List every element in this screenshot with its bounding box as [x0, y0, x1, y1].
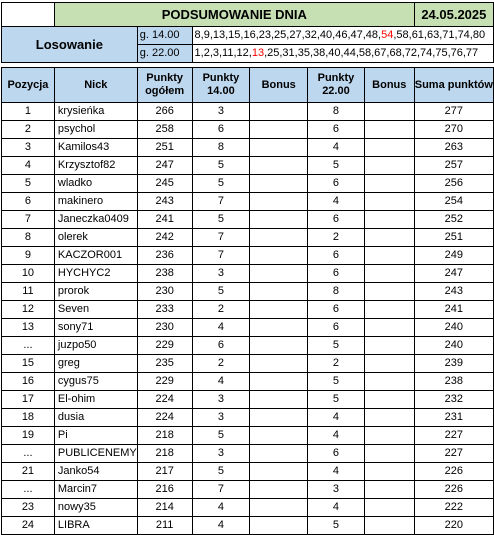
bonus-1-cell [250, 481, 308, 499]
points-22-cell: 5 [308, 337, 365, 355]
position-cell: 4 [2, 157, 55, 175]
points-22-cell: 8 [308, 283, 365, 301]
points-14-cell: 3 [192, 103, 250, 121]
report-date: 24.05.2025 [414, 3, 493, 27]
bonus-1-cell [250, 121, 308, 139]
points-14-cell: 3 [192, 409, 250, 427]
bonus-2-cell [364, 409, 414, 427]
position-cell: 23 [2, 499, 55, 517]
points-22-cell: 2 [308, 355, 365, 373]
bonus-2-cell [364, 445, 414, 463]
sum-cell: 222 [414, 499, 493, 517]
bonus-2-cell [364, 157, 414, 175]
position-cell: 17 [2, 391, 55, 409]
bonus-1-cell [250, 517, 308, 535]
bonus-2-cell [364, 391, 414, 409]
position-cell: 2 [2, 121, 55, 139]
sum-cell: 247 [414, 265, 493, 283]
bonus-2-cell [364, 265, 414, 283]
bonus-2-cell [364, 193, 414, 211]
bonus-2-cell [364, 139, 414, 157]
sum-cell: 251 [414, 229, 493, 247]
points-22-cell: 5 [308, 157, 365, 175]
bonus-1-cell [250, 283, 308, 301]
bonus-2-cell [364, 229, 414, 247]
points-22-cell: 4 [308, 427, 365, 445]
bonus-2-cell [364, 211, 414, 229]
position-cell: 3 [2, 139, 55, 157]
total-cell: 229 [137, 373, 192, 391]
total-cell: 243 [137, 193, 192, 211]
nick-cell: KACZOR001 [54, 247, 137, 265]
nick-cell: El-ohim [54, 391, 137, 409]
position-cell: 11 [2, 283, 55, 301]
position-cell: 7 [2, 211, 55, 229]
points-14-cell: 3 [192, 445, 250, 463]
points-14-cell: 5 [192, 427, 250, 445]
table-row [2, 265, 494, 283]
bonus-1-cell [250, 301, 308, 319]
sum-cell: 226 [414, 463, 493, 481]
points-14-cell: 7 [192, 247, 250, 265]
table-row [2, 139, 494, 157]
sum-cell: 220 [414, 517, 493, 535]
bonus-1-cell [250, 103, 308, 121]
nick-cell: prorok [54, 283, 137, 301]
points-14-cell: 7 [192, 229, 250, 247]
nick-cell: psychol [54, 121, 137, 139]
points-14-cell: 2 [192, 355, 250, 373]
points-22-cell: 3 [308, 481, 365, 499]
position-cell: 1 [2, 103, 55, 121]
bonus-2-cell [364, 355, 414, 373]
table-row [2, 427, 494, 445]
total-cell: 241 [137, 211, 192, 229]
total-cell: 251 [137, 139, 192, 157]
points-22-cell: 6 [308, 265, 365, 283]
bonus-2-cell [364, 427, 414, 445]
points-14-cell: 4 [192, 517, 250, 535]
bonus-2-cell [364, 337, 414, 355]
bonus-2-cell [364, 517, 414, 535]
nick-cell: olerek [54, 229, 137, 247]
draw-numbers-2: 1,2,3,11,12,13,25,31,35,38,40,44,58,67,68,72,74,75,76,77 [192, 45, 493, 63]
sum-cell: 238 [414, 373, 493, 391]
nick-cell: dusia [54, 409, 137, 427]
bonus-2-cell [364, 175, 414, 193]
sum-cell: 256 [414, 175, 493, 193]
points-14-cell: 3 [192, 391, 250, 409]
nick-cell: cygus75 [54, 373, 137, 391]
position-cell: 12 [2, 301, 55, 319]
sum-cell: 227 [414, 427, 493, 445]
points-22-cell: 6 [308, 211, 365, 229]
bonus-1-cell [250, 337, 308, 355]
points-22-cell: 2 [308, 229, 365, 247]
bonus-1-cell [250, 319, 308, 337]
points-22-cell: 4 [308, 193, 365, 211]
nick-cell: krysieńka [54, 103, 137, 121]
position-cell: ... [2, 481, 55, 499]
total-cell: 224 [137, 391, 192, 409]
points-14-cell: 5 [192, 211, 250, 229]
points-14-cell: 3 [192, 265, 250, 283]
page-title: PODSUMOWANIE DNIA [54, 3, 414, 27]
points-14-cell: 5 [192, 463, 250, 481]
header-total: Punkty ogółem [137, 68, 192, 103]
bonus-1-cell [250, 211, 308, 229]
points-14-cell: 5 [192, 157, 250, 175]
points-14-cell: 4 [192, 373, 250, 391]
position-cell: 13 [2, 319, 55, 337]
points-22-cell: 6 [308, 121, 365, 139]
points-22-cell: 6 [308, 319, 365, 337]
bonus-1-cell [250, 445, 308, 463]
bonus-2-cell [364, 247, 414, 265]
total-cell: 230 [137, 319, 192, 337]
table-row [2, 499, 494, 517]
points-22-cell: 4 [308, 463, 365, 481]
nick-cell: Kamilos43 [54, 139, 137, 157]
points-14-cell: 7 [192, 481, 250, 499]
bonus-2-cell [364, 463, 414, 481]
table-row [2, 517, 494, 535]
total-cell: 218 [137, 445, 192, 463]
points-22-cell: 6 [308, 301, 365, 319]
nick-cell: greg [54, 355, 137, 373]
total-cell: 211 [137, 517, 192, 535]
bonus-1-cell [250, 391, 308, 409]
bonus-1-cell [250, 157, 308, 175]
table-row [2, 463, 494, 481]
draw-label: Losowanie [2, 27, 138, 63]
bonus-2-cell [364, 103, 414, 121]
bonus-2-cell [364, 373, 414, 391]
header-points-22: Punkty 22.00 [308, 68, 365, 103]
points-22-cell: 6 [308, 175, 365, 193]
total-cell: 229 [137, 337, 192, 355]
total-cell: 258 [137, 121, 192, 139]
nick-cell: Janeczka0409 [54, 211, 137, 229]
bonus-2-cell [364, 499, 414, 517]
nick-cell: LIBRA [54, 517, 137, 535]
points-14-cell: 5 [192, 175, 250, 193]
sum-cell: 249 [414, 247, 493, 265]
position-cell: 8 [2, 229, 55, 247]
points-22-cell: 4 [308, 499, 365, 517]
table-row [2, 121, 494, 139]
bonus-2-cell [364, 481, 414, 499]
sum-cell: 277 [414, 103, 493, 121]
sum-cell: 227 [414, 445, 493, 463]
points-14-cell: 6 [192, 121, 250, 139]
nick-cell: Marcin7 [54, 481, 137, 499]
bonus-1-cell [250, 193, 308, 211]
bonus-1-cell [250, 409, 308, 427]
bonus-1-cell [250, 175, 308, 193]
total-cell: 238 [137, 265, 192, 283]
position-cell: 16 [2, 373, 55, 391]
total-cell: 235 [137, 355, 192, 373]
table-row [2, 229, 494, 247]
bonus-1-cell [250, 355, 308, 373]
points-22-cell: 5 [308, 391, 365, 409]
sum-cell: 239 [414, 355, 493, 373]
total-cell: 247 [137, 157, 192, 175]
sum-cell: 241 [414, 301, 493, 319]
total-cell: 245 [137, 175, 192, 193]
bonus-2-cell [364, 319, 414, 337]
header-nick: Nick [54, 68, 137, 103]
table-row [2, 193, 494, 211]
total-cell: 224 [137, 409, 192, 427]
sum-cell: 270 [414, 121, 493, 139]
nick-cell: PUBLICENEMY [54, 445, 137, 463]
sum-cell: 240 [414, 337, 493, 355]
total-cell: 236 [137, 247, 192, 265]
draw-numbers-1: 8,9,13,15,16,23,25,27,32,40,46,47,48,54,58,61,63,71,74,80 [192, 27, 493, 45]
sum-cell: 243 [414, 283, 493, 301]
nick-cell: sony71 [54, 319, 137, 337]
position-cell: 6 [2, 193, 55, 211]
bonus-1-cell [250, 265, 308, 283]
nick-cell: HYCHYC2 [54, 265, 137, 283]
position-cell: ... [2, 337, 55, 355]
nick-cell: Seven [54, 301, 137, 319]
position-cell: 5 [2, 175, 55, 193]
nick-cell: wladko [54, 175, 137, 193]
nick-cell: Janko54 [54, 463, 137, 481]
header-sum: Suma punktów [414, 68, 493, 103]
bonus-1-cell [250, 427, 308, 445]
nick-cell: juzpo50 [54, 337, 137, 355]
sum-cell: 263 [414, 139, 493, 157]
table-row [2, 301, 494, 319]
position-cell: ... [2, 445, 55, 463]
table-row [2, 211, 494, 229]
header-bonus-2: Bonus [364, 68, 414, 103]
nick-cell: nowy35 [54, 499, 137, 517]
position-cell: 9 [2, 247, 55, 265]
points-14-cell: 8 [192, 139, 250, 157]
points-22-cell: 5 [308, 517, 365, 535]
table-row [2, 373, 494, 391]
position-cell: 24 [2, 517, 55, 535]
points-22-cell: 6 [308, 445, 365, 463]
bonus-1-cell [250, 463, 308, 481]
sum-cell: 257 [414, 157, 493, 175]
bonus-2-cell [364, 301, 414, 319]
position-cell: 19 [2, 427, 55, 445]
total-cell: 233 [137, 301, 192, 319]
points-14-cell: 7 [192, 193, 250, 211]
sum-cell: 252 [414, 211, 493, 229]
bonus-1-cell [250, 139, 308, 157]
sum-cell: 240 [414, 319, 493, 337]
position-cell: 10 [2, 265, 55, 283]
total-cell: 218 [137, 427, 192, 445]
points-14-cell: 6 [192, 337, 250, 355]
draw-hit-number: 13 [251, 47, 265, 59]
points-22-cell: 4 [308, 409, 365, 427]
draw-time-2: g. 22.00 [137, 45, 192, 63]
sum-cell: 231 [414, 409, 493, 427]
position-cell: 15 [2, 355, 55, 373]
sum-cell: 254 [414, 193, 493, 211]
table-row [2, 337, 494, 355]
bonus-1-cell [250, 247, 308, 265]
points-22-cell: 4 [308, 139, 365, 157]
bonus-1-cell [250, 373, 308, 391]
summary-table [1, 2, 494, 535]
points-22-cell: 6 [308, 247, 365, 265]
sum-cell: 226 [414, 481, 493, 499]
header-position: Pozycja [2, 68, 55, 103]
total-cell: 230 [137, 283, 192, 301]
table-row [2, 355, 494, 373]
draw-time-1: g. 14.00 [137, 27, 192, 45]
points-14-cell: 2 [192, 301, 250, 319]
bonus-2-cell [364, 121, 414, 139]
header-bonus-1: Bonus [250, 68, 308, 103]
bonus-1-cell [250, 499, 308, 517]
bonus-1-cell [250, 229, 308, 247]
table-row [2, 175, 494, 193]
table-row [2, 481, 494, 499]
table-row [2, 445, 494, 463]
total-cell: 214 [137, 499, 192, 517]
total-cell: 266 [137, 103, 192, 121]
draw-hit-number: 54 [381, 29, 394, 41]
position-cell: 18 [2, 409, 55, 427]
nick-cell: Pi [54, 427, 137, 445]
points-14-cell: 4 [192, 499, 250, 517]
total-cell: 216 [137, 481, 192, 499]
points-14-cell: 5 [192, 283, 250, 301]
column-headers [2, 68, 494, 103]
sum-cell: 232 [414, 391, 493, 409]
points-22-cell: 5 [308, 373, 365, 391]
position-cell: 21 [2, 463, 55, 481]
table-row [2, 157, 494, 175]
table-row [2, 409, 494, 427]
points-14-cell: 4 [192, 319, 250, 337]
table-row [2, 103, 494, 121]
table-row [2, 247, 494, 265]
bonus-2-cell [364, 283, 414, 301]
table-row [2, 283, 494, 301]
total-cell: 217 [137, 463, 192, 481]
nick-cell: makinero [54, 193, 137, 211]
nick-cell: Krzysztof82 [54, 157, 137, 175]
points-22-cell: 8 [308, 103, 365, 121]
table-row [2, 319, 494, 337]
header-points-14: Punkty 14.00 [192, 68, 250, 103]
total-cell: 242 [137, 229, 192, 247]
table-row [2, 391, 494, 409]
